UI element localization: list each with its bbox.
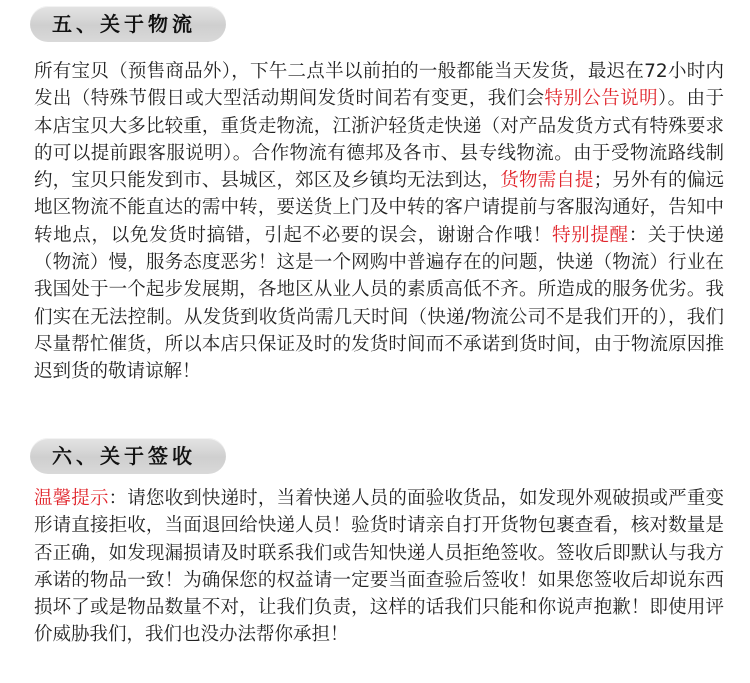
highlight-warm-tip: 温馨提示 [34,488,109,509]
section-header-signing [30,438,226,474]
section-title: 六、关于签收 [52,444,196,468]
highlight-special-notice: 特别公告说明 [544,88,658,110]
highlight-self-pickup: 货物需自提 [500,170,594,192]
section-header-logistics [30,6,226,42]
section-title: 五、关于物流 [52,12,196,36]
highlight-special-reminder: 特别提醒 [551,224,629,246]
signing-paragraph [34,485,724,649]
text-run: 所有宝贝（预售商品外），下午二点半以前拍的一般都能当天发货，最迟在72小时内发出（特殊节假日或大型活动期间发货时间若有变更，我们会 [34,61,724,110]
text-run: ；另外有的偏远地区物流不能直达的需中转，要送货上门及中转的客户请提前与客服沟通好，告知中转地点，以免发货时搞错，引起不必要的误会，谢谢合作哦！ [34,170,724,246]
text-run: ）。由于本店宝贝大多比较重，重货走物流，江浙沪轻货走快递（对产品发货方式有特殊要求的可以提前跟客服说明）。合作物流有德邦及各市、县专线物流。由于受物流路线制约，宝贝只能发到市、县城区，郊区及乡镇均无法到达， [34,88,724,192]
text-run: ：请您收到快递时，当着快递人员的面验收货品，如发现外观破损或严重变形请直接拒收，当面退回给快递人员！验货时请亲自打开货物包裹查看，核对数量是否正确，如发现漏损请及时联系我们或告知快递人员拒绝签收。签收后即默认与我方承诺的物品一致！为确保您的权益请一定要当面查验后签收！如果您签收后却说东西损坏了或是物品数量不对，让我们负责，这样的话我们只能和你说声抱歉！即使用评价威胁我们，我们也没办法帮你承担！ [34,488,724,646]
text-run: ：关于快递（物流）慢，服务态度恶劣！这是一个网购中普遍存在的问题，快递（物流）行业在我国处于一个起步发展期，各地区从业人员的素质高低不齐。所造成的服务优劣。我们实在无法控制。从发货到收货尚需几天时间（快递/物流公司不是我们开的），我们尽量帮忙催货，所以本店只保证及时的发货时间而不承诺到货时间，由于物流原因推迟到货的敬请谅解！ [34,224,724,383]
logistics-paragraph [34,58,724,386]
